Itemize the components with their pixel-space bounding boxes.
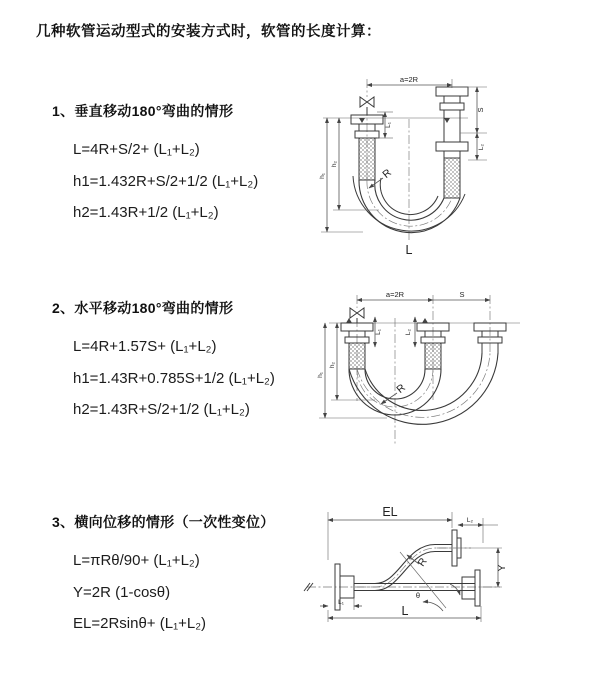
dim-label-span: a=2R bbox=[399, 75, 419, 84]
dim-label-radius: R bbox=[380, 166, 394, 181]
valve-icon bbox=[350, 308, 364, 323]
braided-hose bbox=[444, 158, 460, 198]
stroke-dimension bbox=[452, 87, 487, 160]
section-3-heading: 3、横向位移的情形（一次性变位） bbox=[52, 514, 275, 530]
dim-label-radius: R bbox=[394, 381, 408, 396]
dim-label-h-inner: h₂ bbox=[331, 160, 338, 168]
dim-label-fit-right: L₂ bbox=[466, 517, 474, 524]
dim-label-stroke: S bbox=[476, 107, 485, 113]
braided-hose bbox=[349, 343, 365, 369]
reference-arrows bbox=[346, 318, 428, 323]
section-2 bbox=[52, 298, 312, 426]
diagram-3-svg bbox=[295, 498, 595, 663]
diagram-vertical-180-bend bbox=[305, 64, 575, 269]
dim-label-h-outer: h₁ bbox=[319, 173, 326, 179]
braided-hose bbox=[359, 138, 375, 180]
straight-hose-position bbox=[304, 583, 500, 591]
valve-icon bbox=[360, 97, 374, 115]
fit-left-dimension bbox=[320, 598, 362, 610]
span-dimension bbox=[367, 75, 452, 85]
formula-line: h2=1.43R+S/2+1/2 (L₁+L₂) bbox=[73, 401, 250, 418]
formula-line: EL=2Rsinθ+ (L₁+L₂) bbox=[73, 615, 207, 632]
radius-callout bbox=[381, 381, 408, 404]
dim-label-el: EL bbox=[382, 505, 398, 519]
centerlines bbox=[367, 79, 452, 242]
hose-u-bend-position1 bbox=[349, 369, 441, 415]
dim-label-h-inner: h₂ bbox=[329, 361, 336, 369]
right-flange bbox=[462, 570, 480, 606]
dim-label-fit-mid: L₂ bbox=[405, 328, 412, 336]
diagram-lateral-displacement bbox=[295, 498, 595, 668]
section-2-heading: 2、水平移动180°弯曲的情形 bbox=[52, 300, 234, 316]
reference-arrows bbox=[359, 118, 450, 123]
formula-line: h1=1.43R+0.785S+1/2 (L₁+L₂) bbox=[73, 369, 275, 387]
dim-label-h-outer: h₁ bbox=[317, 372, 324, 378]
dim-label-fit-left: L₁ bbox=[385, 122, 392, 128]
centerlines bbox=[357, 295, 490, 445]
dim-label-length: L bbox=[401, 604, 409, 618]
section-3 bbox=[52, 512, 332, 640]
section-1-heading: 1、垂直移动180°弯曲的情形 bbox=[52, 103, 234, 119]
radius-callout bbox=[400, 552, 446, 608]
dim-label-fit-right: L₂ bbox=[478, 143, 485, 151]
dim-label-stroke: S bbox=[459, 290, 465, 299]
span-dimension bbox=[357, 290, 490, 300]
page-title: 几种软管运动型式的安装方式时，软管的长度计算： bbox=[36, 24, 381, 40]
y-dimension bbox=[461, 548, 508, 587]
dim-label-radius: R bbox=[415, 555, 430, 569]
diagram-horizontal-180-bend bbox=[305, 283, 590, 468]
dim-label-length: L bbox=[405, 243, 413, 257]
formula-line: Y=2R (1-cosθ) bbox=[73, 583, 171, 601]
section-1 bbox=[52, 101, 312, 229]
braided-hose bbox=[425, 343, 441, 369]
formula-line: L=πRθ/90+ (L₁+L₂) bbox=[73, 552, 200, 569]
formula-line: h2=1.43R+1/2 (L₁+L₂) bbox=[73, 204, 219, 221]
hose-u-bend-position2 bbox=[349, 353, 498, 424]
diagram-2-svg bbox=[305, 283, 590, 463]
angle-callout bbox=[416, 584, 460, 611]
dim-label-span: a=2R bbox=[385, 290, 405, 299]
formula-line: h1=1.432R+S/2+1/2 (L₁+L₂) bbox=[73, 172, 259, 190]
formula-line: L=4R+S/2+ (L₁+L₂) bbox=[73, 141, 200, 158]
dim-label-angle: θ bbox=[415, 591, 421, 600]
dim-label-fit-left: L₁ bbox=[375, 329, 382, 335]
fit-right-dimension bbox=[458, 517, 498, 543]
dim-label-offset: Y bbox=[496, 564, 508, 572]
dim-label-fit-left: L₁ bbox=[338, 599, 344, 606]
l-dimension bbox=[328, 604, 481, 622]
diagram-1-svg bbox=[305, 64, 575, 264]
formula-line: L=4R+1.57S+ (L₁+L₂) bbox=[73, 338, 217, 355]
right-pipe-fitting bbox=[436, 87, 468, 198]
